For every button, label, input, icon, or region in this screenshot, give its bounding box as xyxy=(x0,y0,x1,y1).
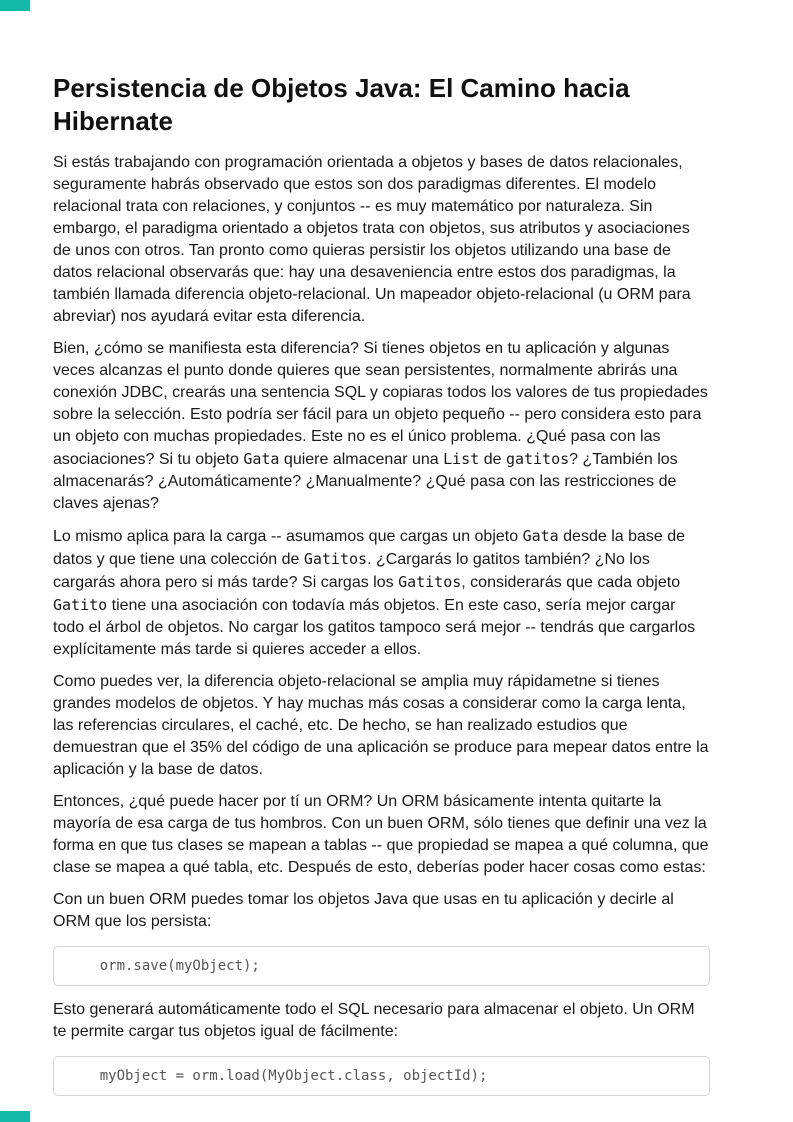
paragraph: Con un buen ORM puedes tomar los objetos Java que usas en tu aplicación y decirle al ORM que los persista: xyxy=(53,891,674,930)
inline-code: Gata xyxy=(243,450,280,468)
inline-code: gatitos xyxy=(505,450,570,468)
paragraph: Si estás trabajando con programación orientada a objetos y bases de datos relacionales, seguramente habrás observado que estos son dos paradigmas diferentes. El modelo relacional trata con relaciones, y conjuntos -- es muy matemático por naturaleza. Sin embargo, el paradigma orientado a objetos trata con objetos, sus atributos y asociaciones de unos con otros. Tan pronto como quieras persistir los objetos utilizando una base de datos relacional observarás que: hay una desaveniencia entre estos dos paradigmas, la también llamada diferencia objeto-relacional. Un mapeador objeto-relacional (u ORM para abreviar) nos ayudará evitar esta diferencia. xyxy=(53,154,691,325)
page-title: Persistencia de Objetos Java: El Camino hacia Hibernate xyxy=(53,73,630,136)
inline-code: Gatitos xyxy=(398,573,462,591)
inline-code: Gatito xyxy=(53,596,108,614)
inline-code: List xyxy=(443,450,480,468)
code-block-text: orm.save(myObject); xyxy=(66,958,260,974)
article-body xyxy=(53,152,710,1096)
page-edge-accent-bottom xyxy=(0,1111,30,1122)
page-edge-accent-top xyxy=(0,0,30,11)
paragraph: Esto generará automáticamente todo el SQL necesario para almacenar el objeto. Un ORM te permite cargar tus objetos igual de fácilmente: xyxy=(53,1001,695,1040)
code-block xyxy=(53,946,710,986)
inline-code: Gatitos xyxy=(303,550,368,568)
paragraph: Entonces, ¿qué puede hacer por tí un ORM? Un ORM básicamente intenta quitarte la mayoría de esa carga de tus hombros. Con un buen ORM, sólo tienes que definir una vez la forma en que tus clases se mapean a tablas -- que propiedad se mapea a qué columna, que clase se mapea a qué tabla, etc. Después de esto, deberías poder hacer cosas como estas: xyxy=(53,793,709,876)
inline-code: Gata xyxy=(522,527,559,545)
code-block-text: myObject = orm.load(MyObject.class, objectId); xyxy=(66,1068,488,1084)
paragraph: Bien, ¿cómo se manifiesta esta diferencia? Si tienes objetos en tu aplicación y algunas veces alcanzas el punto donde quieres que sean persistentes, normalmente abrirás una conexión JDBC, crearás una sentencia SQL y copiaras todos los valores de tus propiedades sobre la selección. Esto podría ser fácil para un objeto pequeño -- pero considera esto para un objeto con muchas propiedades. Este no es el único problema. ¿Qué pasa con las asociaciones? Si tu objeto Gata quiere almacenar una List de gatitos? ¿También los almacenarás? ¿Automáticamente? ¿Manualmente? ¿Qué pasa con las restricciones de claves ajenas? xyxy=(53,340,708,512)
code-block xyxy=(53,1056,710,1096)
paragraph: Como puedes ver, la diferencia objeto-relacional se amplia muy rápidametne si tienes grandes modelos de objetos. Y hay muchas más cosas a considerar como la carga lenta, las referencias circulares, el caché, etc. De hecho, se han realizado estudios que demuestran que el 35% del código de una aplicación se produce para mepear datos entre la aplicación y la base de datos. xyxy=(53,673,709,778)
paragraph: Lo mismo aplica para la carga -- asumamos que cargas un objeto Gata desde la base de datos y que tiene una colección de Gatitos. ¿Cargarás lo gatitos también? ¿No los cargarás ahora pero si más tarde? Si cargas los Gatitos, considerarás que cada objeto Gatito tiene una asociación con todavía más objetos. En este caso, sería mejor cargar todo el árbol de objetos. No cargar los gatitos tampoco será mejor -- tendrás que cargarlos explícitamente más tarde si quieres acceder a ellos. xyxy=(53,527,696,658)
